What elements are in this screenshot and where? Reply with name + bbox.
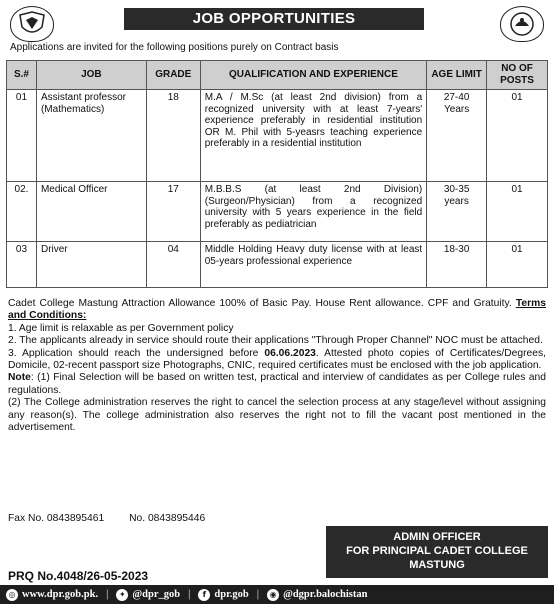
header-posts: NO OF POSTS <box>487 61 548 90</box>
twitter-text: @dpr_gob <box>132 589 181 600</box>
cell-grade: 17 <box>146 182 200 242</box>
cell-job: Driver <box>36 242 146 288</box>
footer-facebook[interactable] <box>198 589 248 601</box>
college-logo <box>10 6 54 42</box>
website-text: www.dpr.gob.pk. <box>22 589 99 600</box>
table-row <box>7 242 548 288</box>
facebook-text: dpr.gob <box>214 589 249 600</box>
contact-numbers <box>8 513 227 524</box>
note-label: Note <box>8 372 31 384</box>
note-2: (2) The College administration reserves the right to cancel the selection process at any stage/level without assigning any reason(s). The college administration also reserves the right not to fill the vacant post mentioned in the advertisement. <box>8 397 546 434</box>
facebook-icon: f <box>198 589 210 601</box>
term-1: 1. Age limit is relaxable as per Government policy <box>8 322 234 334</box>
header-qualification: QUALIFICATION AND EXPERIENCE <box>200 61 426 90</box>
cell-age: 27-40 Years <box>427 90 487 182</box>
header-sn: S.# <box>7 61 37 90</box>
globe-icon: ◎ <box>6 589 18 601</box>
footer-instagram[interactable] <box>267 589 367 601</box>
instagram-text: @dgpr.balochistan <box>283 589 368 600</box>
cell-grade: 04 <box>146 242 200 288</box>
cell-sn: 02. <box>7 182 37 242</box>
allowance-paragraph <box>8 298 546 323</box>
terms-heading: Terms and Conditions: <box>8 298 546 322</box>
fax-number: Fax No. 0843895461 <box>8 513 105 524</box>
table-row <box>7 182 548 242</box>
cell-posts: 01 <box>487 242 548 288</box>
phone-number: No. 0843895446 <box>129 513 206 524</box>
footer-twitter[interactable] <box>116 589 180 601</box>
header-job: JOB <box>36 61 146 90</box>
cell-age: 18-30 <box>427 242 487 288</box>
cell-job: Medical Officer <box>36 182 146 242</box>
emblem-icon <box>507 11 537 37</box>
cell-sn: 03 <box>7 242 37 288</box>
term-3-text-b: . Attested photo copies of Certificates/Degrees, Domicile, 02-recent passport size Photographs, CNIC, required certificates must be enclosed with the job application. <box>8 347 546 372</box>
term-2: 2. The applicants already in service should route their applications "Through Proper Channel" NOC must be attached. <box>8 335 543 347</box>
page-title: JOB OPPORTUNITIES <box>124 8 424 30</box>
signature-block <box>326 526 548 578</box>
term-3-text-a: 3. Application should reach the undersigned before <box>8 347 265 359</box>
header-grade: GRADE <box>146 61 200 90</box>
signature-line-3: MASTUNG <box>409 559 465 571</box>
prq-number: PRQ No.4048/26-05-2023 <box>8 569 149 583</box>
note-1-text: : (1) Final Selection will be based on written test, practical and interview of candidates as per College rules and regulations. <box>8 372 546 396</box>
footer-website[interactable] <box>6 589 98 601</box>
allowance-text: Cadet College Mastung Attraction Allowance 100% of Basic Pay. House Rent allowance. CPF and Gratuity. <box>8 298 512 309</box>
jobs-table <box>6 60 548 288</box>
table-header-row <box>7 61 548 90</box>
instagram-icon: ◉ <box>267 589 279 601</box>
footer-bar: ◎ www.dpr.gob.pk. | ✦ @dpr_gob | f dpr.gob | ◉ @dgpr.balochistan <box>0 585 554 604</box>
cell-grade: 18 <box>146 90 200 182</box>
cell-qualification: M.A / M.Sc (at least 2nd division) from a recognized university with at least 7-years' experience preferably in residential institution OR M. Phil with 5-yeasrs teaching experience preferably in a residential institution <box>200 90 426 182</box>
note-1 <box>8 372 546 397</box>
crest-icon <box>17 11 47 37</box>
government-logo <box>500 6 544 42</box>
table-row <box>7 90 548 182</box>
cell-sn: 01 <box>7 90 37 182</box>
header-age-limit: AGE LIMIT <box>427 61 487 90</box>
cell-age: 30-35 years <box>427 182 487 242</box>
cell-job: Assistant professor (Mathematics) <box>36 90 146 182</box>
twitter-icon: ✦ <box>116 589 128 601</box>
cell-qualification: M.B.B.S (at least 2nd Division) (Surgeon/Physician) from a recognized university with 5 years experience in the field preferably as pediatrician <box>200 182 426 242</box>
cell-qualification: Middle Holding Heavy duty license with at least 05-years professional experience <box>200 242 426 288</box>
deadline-date: 06.06.2023 <box>264 347 316 359</box>
signature-line-2: FOR PRINCIPAL CADET COLLEGE <box>346 545 528 557</box>
term-3 <box>8 348 546 373</box>
cell-posts: 01 <box>487 90 548 182</box>
signature-line-1: ADMIN OFFICER <box>393 531 481 543</box>
cell-posts: 01 <box>487 182 548 242</box>
terms-section <box>8 298 546 434</box>
intro-text: Applications are invited for the following positions purely on Contract basis <box>10 42 339 53</box>
